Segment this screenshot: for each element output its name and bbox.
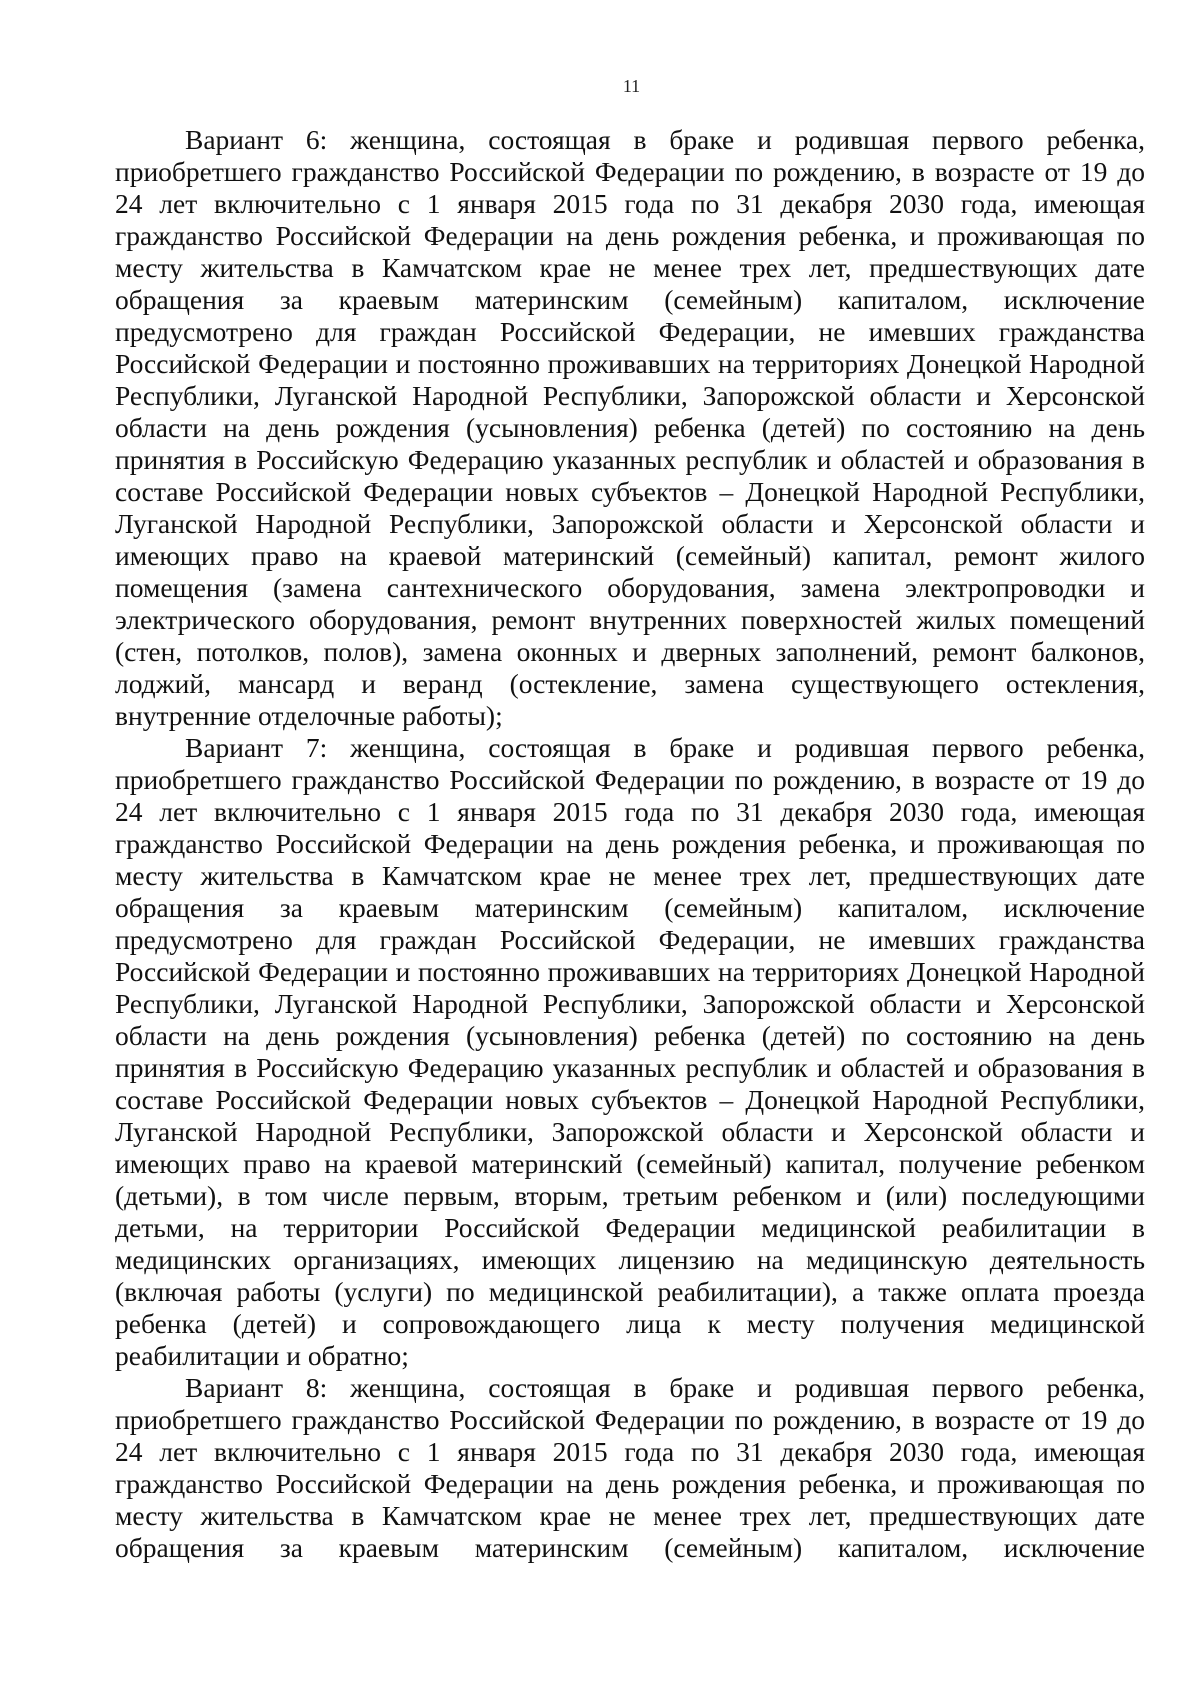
document-body bbox=[115, 124, 1145, 1564]
paragraph-variant-7: Вариант 7: женщина, состоящая в браке и родившая первого ребенка, приобретшего гражданство Российской Федерации по рождению, в возрасте от 19 до 24 лет включительно с 1 января 2015 года по 31 декабря 2030 года, имеющая гражданство Российской Федерации на день рождения ребенка, и проживающая по месту жительства в Камчатском крае не менее трех лет, предшествующих дате обращения за краевым материнским (семейным) капиталом, исключение предусмотрено для граждан Российской Федерации, не имевших гражданства Российской Федерации и постоянно проживавших на территориях Донецкой Народной Республики, Луганской Народной Республики, Запорожской области и Херсонской области на день рождения (усыновления) ребенка (детей) по состоянию на день принятия в Российскую Федерацию указанных республик и областей и образования в составе Российской Федерации новых субъектов – Донецкой Народной Республики, Луганской Народной Республики, Запорожской области и Херсонской области и имеющих право на краевой материнский (семейный) капитал, получение ребенком (детьми), в том числе первым, вторым, третьим ребенком и (или) последующими детьми, на территории Российской Федерации медицинской реабилитации в медицинских организациях, имеющих лицензию на медицинскую деятельность (включая работы (услуги) по медицинской реабилитации), а также оплата проезда ребенка (детей) и сопровождающего лица к месту получения медицинской реабилитации и обратно; bbox=[115, 732, 1145, 1371]
paragraph-variant-6: Вариант 6: женщина, состоящая в браке и родившая первого ребенка, приобретшего гражданство Российской Федерации по рождению, в возрасте от 19 до 24 лет включительно с 1 января 2015 года по 31 декабря 2030 года, имеющая гражданство Российской Федерации на день рождения ребенка, и проживающая по месту жительства в Камчатском крае не менее трех лет, предшествующих дате обращения за краевым материнским (семейным) капиталом, исключение предусмотрено для граждан Российской Федерации, не имевших гражданства Российской Федерации и постоянно проживавших на территориях Донецкой Народной Республики, Луганской Народной Республики, Запорожской области и Херсонской области на день рождения (усыновления) ребенка (детей) по состоянию на день принятия в Российскую Федерацию указанных республик и областей и образования в составе Российской Федерации новых субъектов – Донецкой Народной Республики, Луганской Народной Республики, Запорожской области и Херсонской области и имеющих право на краевой материнский (семейный) капитал, ремонт жилого помещения (замена сантехнического оборудования, замена электропроводки и электрического оборудования, ремонт внутренних поверхностей жилых помещений (стен, потолков, полов), замена оконных и дверных заполнений, ремонт балконов, лоджий, мансард и веранд (остекление, замена существующего остекления, внутренние отделочные работы); bbox=[115, 124, 1145, 731]
page-number: 11 bbox=[622, 76, 641, 96]
paragraph-variant-8: Вариант 8: женщина, состоящая в браке и родившая первого ребенка, приобретшего гражданство Российской Федерации по рождению, в возрасте от 19 до 24 лет включительно с 1 января 2015 года по 31 декабря 2030 года, имеющая гражданство Российской Федерации на день рождения ребенка, и проживающая по месту жительства в Камчатском крае не менее трех лет, предшествующих дате обращения за краевым материнским (семейным) капиталом, исключение bbox=[115, 1372, 1145, 1563]
